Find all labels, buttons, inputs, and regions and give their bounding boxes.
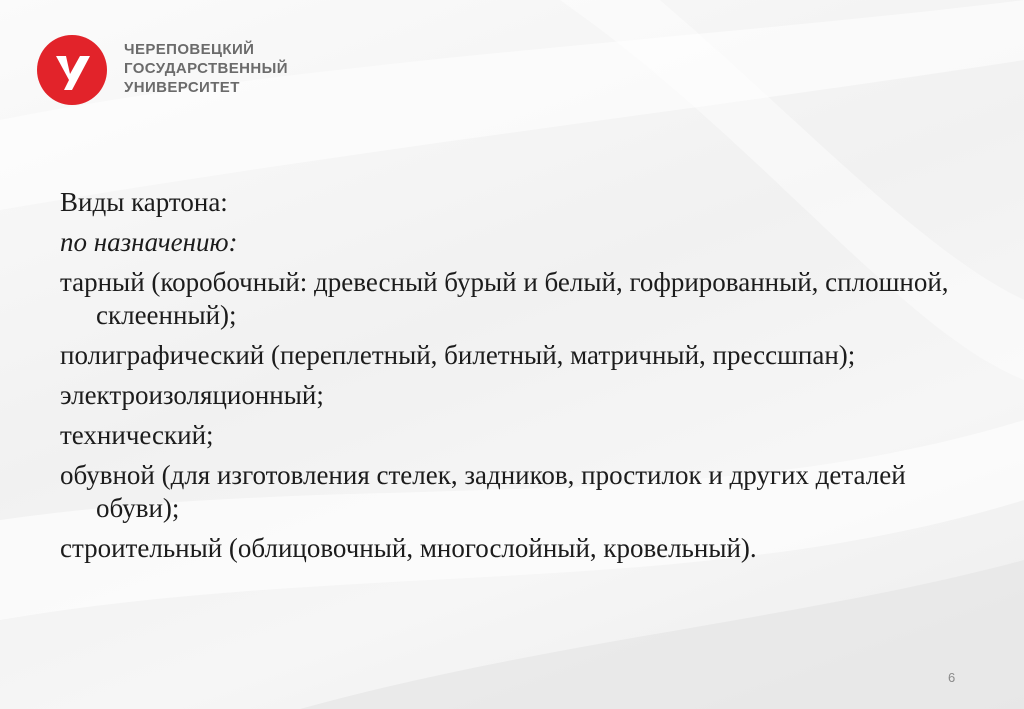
university-name-line: УНИВЕРСИТЕТ [124,79,240,96]
content-line: тарный (коробочный: древесный бурый и белый, гофрированный, сплошной, склеенный); [60,267,949,330]
university-name-line: ГОСУДАРСТВЕННЫЙ [124,60,288,77]
slide-content [60,186,980,572]
content-line: электроизоляционный; [60,380,324,410]
university-logo-icon [36,34,108,106]
content-line: строительный (облицовочный, многослойный, кровельный). [60,533,757,563]
content-line: Виды картона: [60,187,228,217]
university-name [124,40,288,97]
university-name-line: ЧЕРЕПОВЕЦКИЙ [124,41,255,58]
content-line: полиграфический (переплетный, билетный, матричный, прессшпан); [60,340,856,370]
content-line: обувной (для изготовления стелек, задников, простилок и других деталей обуви); [60,460,906,523]
content-subheading: по назначению: [60,227,238,257]
content-line: технический; [60,420,214,450]
page-number: 6 [948,670,956,685]
